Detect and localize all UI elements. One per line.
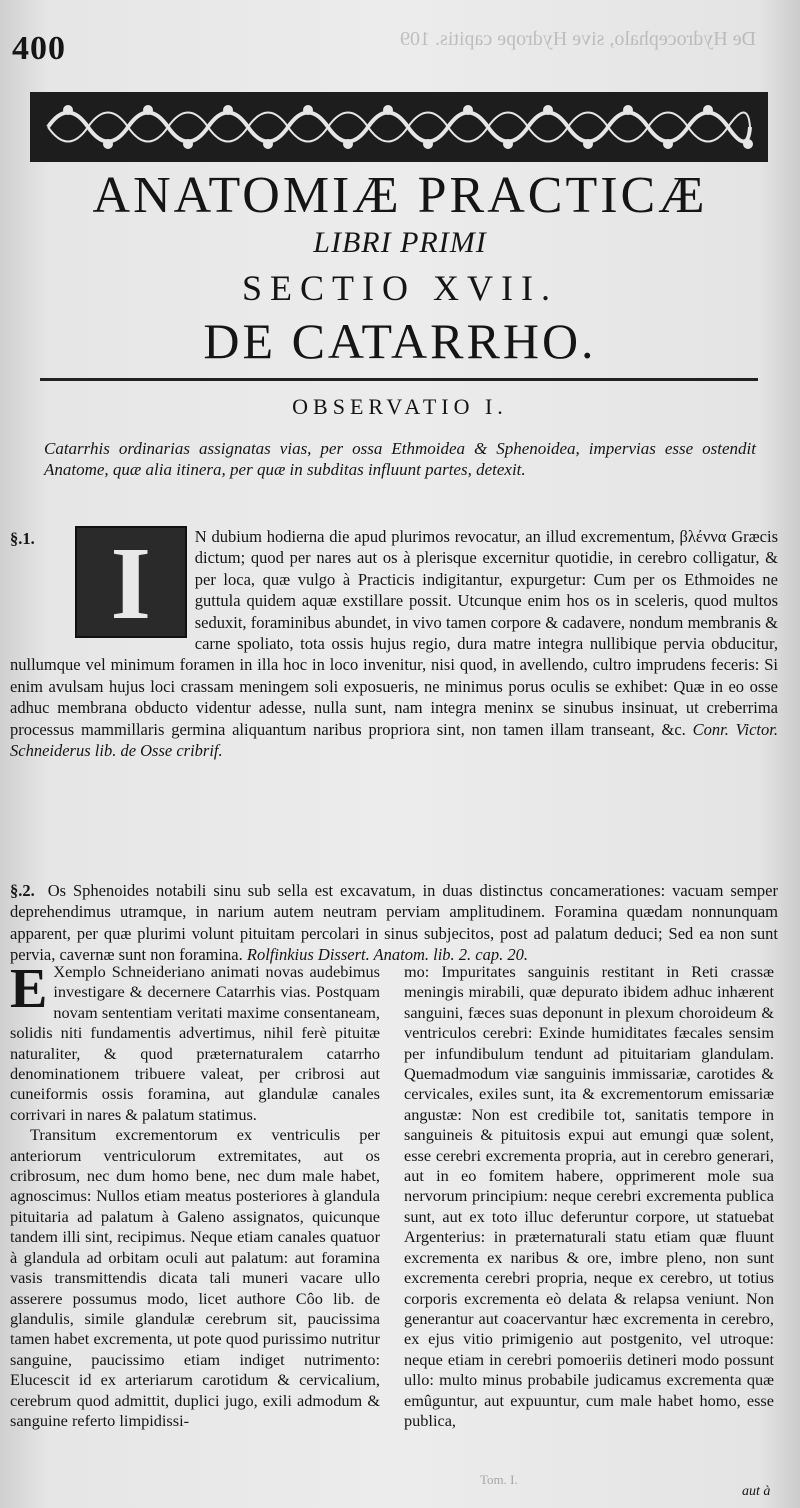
page-number: 400 (12, 30, 66, 67)
catchword: aut à (742, 1484, 771, 1499)
bleed-through-text: De Hydrocephalo, sive Hydrope capitis. 109 (400, 28, 757, 50)
paragraph-2-mark: §.2. (10, 881, 35, 900)
footer-signature: Tom. I. (480, 1472, 518, 1487)
dropcap-I (75, 526, 187, 641)
section-rule (40, 378, 758, 381)
title-main: ANATOMIÆ PRACTICÆ (92, 167, 708, 224)
ornamental-headband (28, 88, 770, 166)
right-column (404, 962, 774, 1431)
paragraph-2-citation: Rolfinkius Dissert. Anatom. lib. 2. cap. 20. (246, 945, 528, 965)
left-column (10, 958, 380, 1431)
title-libri: LIBRI PRIMI (313, 226, 487, 259)
paragraph-1-text: N dubium hodierna die apud plurimos revocatur, an illud excrementum, βλέννα Græcis dictum; quod per nares aut os à plerisque excernitur quotidie, in cerebro colligatur, & per loca, quæ vulgo à Practicis indigitantur, expurgetur: Cum per os Ethmoides ne guttula quidem aquæ exstillare possit. Utcunque enim hos os in sceleris, quod multos seduxit, foraminibus abundet, in vivo tamen corpore & cadavere, nondum membranis & carne spoliato, tota ossis hujus regio, dura matre integra nullibique pervia obducitur, nullumque vel minimum foramen in illa hoc in loco invenitur, nisi quod, in avellendo, cultro imprudens feceris: Si enim avulsam hujus loci crassam meningem soli exposueris, ne minimus porus oculis se exhibet: Quæ in eo osse adhuc membrana obducto videntur adesse, nulla sunt, nam integra meninx se sinubus insinuat, ut creberrima processus mammillaris germina aliquantum naribus propriora sint, non tamen illam transeant, &c. (10, 527, 778, 739)
title-sectio: SECTIO XVII. (242, 268, 558, 308)
observatio-heading: OBSERVATIO I. (292, 394, 508, 419)
left-column-paragraph-2: Transitum excrementorum ex ventriculis per anteriorum ventriculorum extremitates, aut os cribrosum, nec dum homo bene, nec dum male habet, agnoscimus: Nullos etiam meatus posteriores à glandula pituitaria ad palatum à Galeno assignatos, quicunque tandem illi sint, recipimus. Neque etiam canales quatuor à glandula ad orbitam oculi aut palatum: aut foramina vasis transmittendis dicata tali muneri vacare ullo asserere possumus modo, licet authore Côo lib. de glandulis, simile glandulæ cerebrum sit, paucissima tamen habet excrementa, ut pote quod purissimo nutritur sanguine, paucissimo etiam indiget nutrimento: Elucescit id ex arteriarum carotidum & cervicalium, cerebrum quod admittit, duplici jugo, exili admodum & sanguine referto limpidissi- (10, 1125, 380, 1430)
paragraph-2 (10, 880, 778, 966)
paragraph-1-citation: Conr. Victor. Schneiderus lib. de Osse cribrif. (10, 719, 778, 761)
paragraph-2-text: Os Sphenoides notabili sinu sub sella est excavatum, in duas distinctus concamerationes: vacuam semper deprehendimus utramque, in narium autem neutram perviam amplitudinem. Foramina quædam nonnunquam apparent, per quæ plurimi volunt pituitam percolari in sinus subjecitos, post ad palatum deduci; Sed ea non sunt pervia, cavernæ sunt non foramina. (10, 881, 778, 965)
dropcap-I-letter: I (110, 526, 151, 641)
left-column-paragraph-1: Xemplo Schneideriano animati novas audebimus investigare & decernere Catarrhis vias. Postquam novam sententiam veritati maxime consentaneam, solidis niti fundamentis advertimus, nihil ferè pituitæ naturaliter, & quod præternaturalem catarrho denominationem tribuere valeat, per cribrosi aut cuneiformis ossis foramina, aut glandulæ canales corrivari in nares & palatum statimus. (10, 962, 380, 1124)
title-de: DE CATARRHO. (203, 313, 597, 369)
observatio-summary: Catarrhis ordinarias assignatas vias, per ossa Ethmoidea & Sphenoidea, impervias esse ostendit Anatome, quæ alia itinera, per quæ in subditas influunt partes, detexit. (44, 439, 756, 479)
right-column-text: mo: Impuritates sanguinis restitant in Reti crassæ meningis mirabili, quæ depurato ibidem adhuc inhærent sanguini, fæces suas deponunt in plexum choroideum & ventriculos cerebri: Exinde humiditates fæcales sensim per infundibulum tendunt ad pituitariam glandulam. Quemadmodum viæ sanguinis immissariæ, carotides & cervicales, exiles sunt, ita & excrementorum emissariæ angustæ: Non est credibile tot, sanitatis tempore in sanguineis & pituitosis expui aut emungi quæ solent, esse cerebri excrementa propria, aut in cerebro generari, aut in eo fomitem habere, opprimerent mole sua nervorum principium: neque cerebri excrementa publica sunt, aut ex toto illuc deferuntur corpore, ut statuebat Argenterius: in præternaturali statu etiam quæ fluunt excrementa ex naribus & ore, imbre pleno, non sunt excrementa cerebri propria, neque ex cerebro, ut totius corporis excrementa eò delata & relapsa veniunt. Non generantur aut coacervantur hæc excrementa in cerebro, ex ejus vitio primigenio aut postgenito, vel utroque: neque etiam in cerebri pomoeriis detineri modo possunt ullo: multo minus probabile judicamus excrementa quæ emûguntur, aut expuuntur, cum male habet homo, esse publica, (404, 962, 774, 1430)
paragraph-1 (10, 526, 778, 761)
paragraph-1-mark: §.1. (10, 529, 35, 548)
dropcap-E: E (10, 958, 48, 1020)
